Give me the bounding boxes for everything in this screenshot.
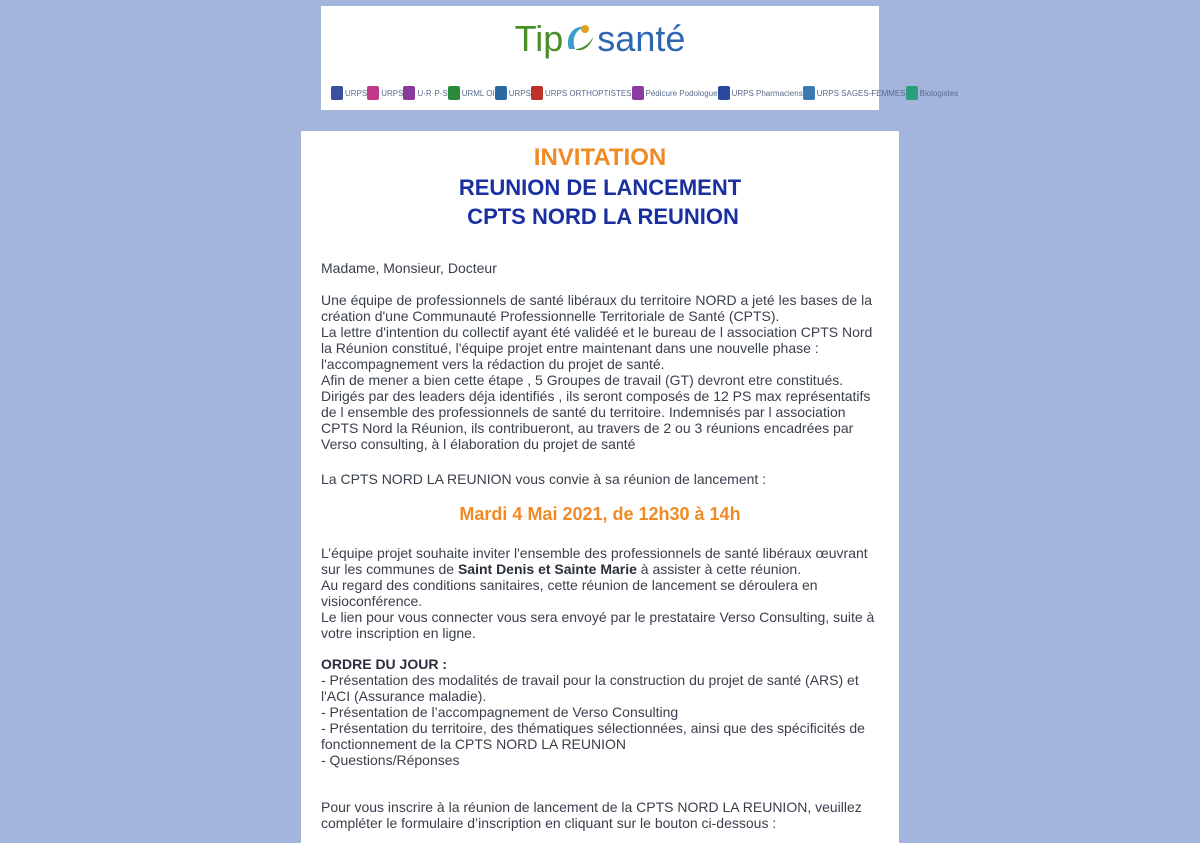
partner-logo-icon	[367, 86, 379, 100]
intro-sentence: Une équipe de professionnels de santé libéraux du territoire NORD a jeté les bases de la création d'une Communauté Professionnelle Territoriale de Santé (CPTS).	[321, 292, 872, 324]
partner-logo: URML OI	[448, 86, 495, 100]
brand-tip: Tip	[514, 18, 564, 59]
partner-logo-icon	[906, 86, 918, 100]
lien-sentence: Le lien pour vous connecter vous sera envoyé par le prestataire Verso Consulting, suite à votre inscription en ligne.	[321, 609, 875, 641]
partner-logo: URPS Pharmaciens	[718, 86, 803, 100]
partner-logo: URPS SAGES-FEMMES	[803, 86, 906, 100]
greeting: Madame, Monsieur, Docteur	[321, 260, 497, 276]
intro-sentence: Afin de mener a bien cette étape , 5 Groupes de travail (GT) devront etre constitués. Dirigés par des leaders déja identifiés , ils seront composés de 12 PS max représentatifs de l ensemble des professionnels de santé du territoire. Indemnisés par l association CPTS Nord la Réunion, ils contribueront, au travers de 2 ou 3 réunions encadrées par Verso consulting, à l élaboration du projet de santé	[321, 372, 871, 452]
agenda	[321, 656, 881, 768]
agenda-item: - Présentation des modalités de travail pour la construction du projet de santé (ARS) et l'ACI (Assurance maladie).	[321, 672, 859, 704]
partner-logo-icon	[531, 86, 543, 100]
header-banner	[321, 6, 959, 110]
convie-text: La CPTS NORD LA REUNION vous convie à sa réunion de lancement :	[321, 471, 767, 487]
tipsante-logo	[321, 18, 879, 60]
partner-logo-icon	[448, 86, 460, 100]
partner-logo: URPS	[331, 86, 367, 100]
partner-logo-icon	[331, 86, 343, 100]
inscription-text: Pour vous inscrire à la réunion de lancement de la CPTS NORD LA REUNION, veuillez compléter le formulaire d’inscription en cliquant sur le bouton ci-dessous :	[321, 799, 862, 831]
agenda-item: - Présentation du territoire, des thématiques sélectionnées, ainsi que des spécificités de fonctionnement de la CPTS NORD LA REUNION	[321, 720, 865, 752]
partner-logo-icon	[403, 86, 415, 100]
partner-logo: URPS	[367, 86, 403, 100]
agenda-item: - Présentation de l’accompagnement de Verso Consulting	[321, 704, 679, 720]
intro-sentence: La lettre d'intention du collectif ayant été validéé et le bureau de l association CPTS Nord la Réunion constitué, l'équipe projet entre maintenant dans une nouvelle phase : l'accompagnement vers la rédaction du projet de santé.	[321, 324, 873, 372]
invitation-title: INVITATION	[533, 144, 667, 171]
partner-logo-icon	[803, 86, 815, 100]
invite-sentence: L’équipe projet souhaite inviter l'ensemble des professionnels de santé libéraux œuvrant sur les communes de Saint Denis et Sainte Marie à assister à cette réunion.	[321, 545, 868, 577]
visio-sentence: Au regard des conditions sanitaires, cette réunion de lancement se déroulera en visioconférence.	[321, 577, 818, 609]
meeting-date: Mardi 4 Mai 2021, de 12h30 à 14h	[459, 504, 741, 524]
brand-swoosh-icon	[563, 19, 597, 59]
invite-places: Saint Denis et Sainte Marie	[457, 561, 637, 577]
partner-logo: U·R·P·S	[403, 86, 447, 100]
partner-logo-icon	[495, 86, 507, 100]
agenda-title: ORDRE DU JOUR :	[321, 656, 448, 672]
partner-logo: URPS ORTHOPTISTES	[531, 86, 632, 100]
invitation-card	[301, 131, 899, 843]
invitation-subtitle-1: REUNION DE LANCEMENT	[458, 175, 742, 200]
partner-logos	[331, 78, 959, 108]
invitation-subtitle-2: CPTS NORD LA REUNION	[461, 204, 739, 229]
brand-sante: santé	[597, 18, 686, 59]
partner-logo: Biologistes	[906, 86, 959, 100]
partner-logo-icon	[718, 86, 730, 100]
invite-paragraph	[321, 545, 881, 641]
partner-logo-icon	[632, 86, 644, 100]
partner-logo: Pédicure Podologue	[632, 86, 718, 100]
partner-logo: URPS	[495, 86, 531, 100]
agenda-item: - Questions/Réponses	[321, 752, 460, 768]
intro-paragraph	[321, 292, 881, 452]
